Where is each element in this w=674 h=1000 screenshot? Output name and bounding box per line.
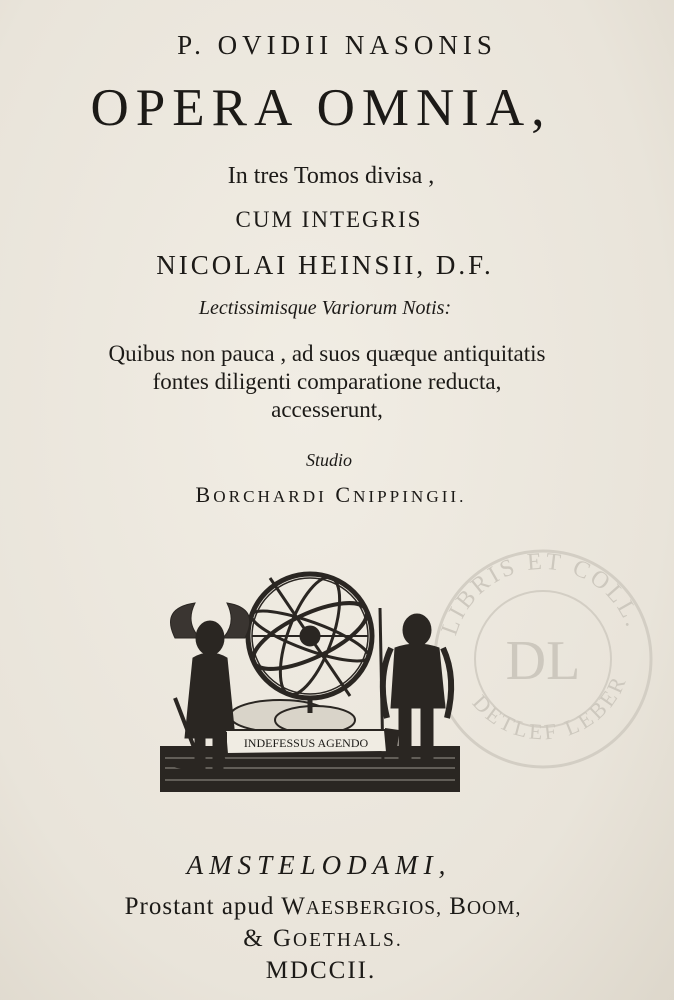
imprint-prefix: Prostant apud	[124, 893, 275, 920]
stamp-monogram: DL	[505, 630, 581, 692]
description-line-2: fontes diligenti comparatione reducta,	[152, 369, 502, 394]
description-line-1: Quibus non pauca , ad suos quæque antiquitatis	[108, 341, 546, 366]
svg-text:DETLEF LEBER: DETLEF LEBER	[467, 670, 632, 745]
scholar-rest-2: NIPPINGII.	[353, 487, 467, 506]
editor-line: NICOLAI HEINSII, D.F.	[156, 250, 494, 280]
cum-line: CUM INTEGRIS	[235, 207, 423, 232]
motto-text: INDEFESSUS AGENDO	[243, 736, 369, 750]
division-line: In tres Tomos divisa ,	[227, 163, 435, 189]
author-line: P. OVIDII NASONIS	[177, 30, 497, 60]
imprint-year: MDCCII.	[265, 957, 377, 984]
variorum-line: Lectissimisque Variorum Notis:	[198, 297, 452, 319]
scholar-initial-2: C	[335, 482, 354, 507]
imprint-publishers: Prostant apud WAESBERGIOS, BOOM,	[124, 893, 522, 920]
motto-banner	[213, 728, 399, 754]
imprint-city: AMSTELODAMI,	[186, 850, 452, 880]
scholar-initial-1: B	[195, 482, 214, 507]
scholar-rest-1: ORCHARDI	[213, 487, 327, 506]
description-block	[0, 340, 664, 424]
printers-device-woodcut	[155, 568, 465, 798]
description-line-3: accesserunt,	[271, 397, 383, 422]
scholar-line	[0, 482, 668, 508]
studio-line: Studio	[305, 450, 352, 470]
stamp-ring-text: LIBRIS ET COLL.	[436, 548, 648, 639]
armillary-sphere-icon	[245, 570, 376, 713]
work-title: OPERA OMNIA,	[90, 79, 552, 137]
imprint-publishers-2: & GOETHALS.	[243, 925, 403, 952]
